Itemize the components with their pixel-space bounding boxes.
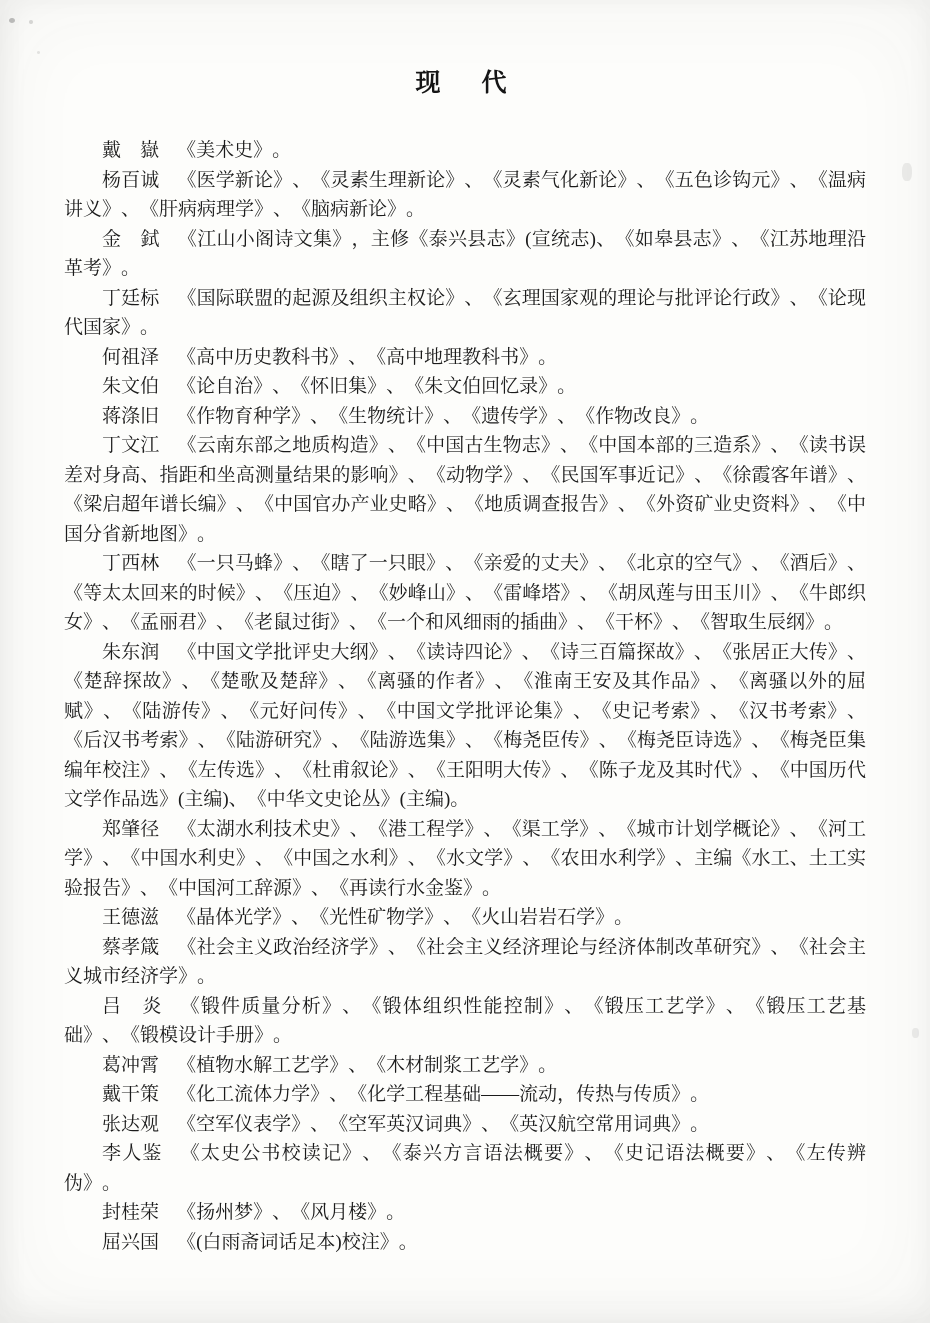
entry-works: 《作物育种学》、《生物统计》、《遗传学》、《作物改良》。 bbox=[177, 405, 710, 427]
entry bbox=[64, 1051, 866, 1081]
entry-works: 《植物水解工艺学》、《木材制浆工艺学》。 bbox=[177, 1054, 558, 1076]
entry-author: 封桂荣 bbox=[102, 1202, 160, 1223]
entry-author: 张达观 bbox=[102, 1113, 160, 1135]
entry-works: 《扬州梦》、《风月楼》。 bbox=[177, 1202, 406, 1223]
entry bbox=[64, 903, 866, 933]
entry bbox=[64, 549, 866, 638]
entry-works: 《晶体光学》、《光性矿物学》、《火山岩岩石学》。 bbox=[177, 907, 634, 928]
entry bbox=[64, 815, 866, 904]
entry-works: 《美术史》。 bbox=[177, 140, 292, 161]
entry bbox=[64, 1110, 866, 1140]
entry-works: 《空军仪表学》、《空军英汉词典》、《英汉航空常用词典》。 bbox=[177, 1113, 710, 1135]
scan-speck bbox=[37, 51, 40, 54]
entry-author: 戴干策 bbox=[102, 1084, 160, 1105]
entry-author: 吕 炎 bbox=[102, 995, 163, 1017]
entry-author: 丁文江 bbox=[102, 435, 160, 456]
entry-works: 《江山小阁诗文集》，主修《泰兴县志》(宣统志)、《如皋县志》、《江苏地理沿革考》。 bbox=[64, 228, 866, 279]
entries-list bbox=[64, 136, 866, 1257]
entry-author: 朱东润 bbox=[102, 641, 160, 663]
entry-works: 《高中历史教科书》、《高中地理教科书》。 bbox=[177, 346, 558, 368]
entry-works: 《论自治》、《怀旧集》、《朱文伯回忆录》。 bbox=[177, 376, 577, 397]
entry-author: 何祖泽 bbox=[102, 346, 160, 368]
page-title: 现 代 bbox=[415, 70, 515, 97]
scan-speck bbox=[9, 18, 15, 23]
entry-works: 《国际联盟的起源及组织主权论》、《玄理国家观的理论与批评论行政》、《论现代国家》。 bbox=[64, 287, 866, 338]
entry-works: 《太湖水利技术史》、《港工程学》、《渠工学》、《城市计划学概论》、《河工学》、《中国水利史》、《中国之水利》、《水文学》、《农田水利学》、主编《水工、土工实验报告》、《中国河工辞源》、《再读行水金鉴》。 bbox=[64, 818, 866, 899]
entry bbox=[64, 1228, 866, 1258]
entry-works: 《医学新论》、《灵素生理新论》、《灵素气化新论》、《五色诊钩元》、《温病讲义》、《肝病病理学》、《脑病新论》。 bbox=[64, 169, 866, 220]
entry bbox=[64, 136, 866, 166]
entry-author: 屈兴国 bbox=[102, 1231, 160, 1253]
entry-author: 李人鉴 bbox=[102, 1143, 163, 1164]
entry bbox=[64, 1139, 866, 1198]
entry-author: 金 鉽 bbox=[102, 228, 160, 250]
entry bbox=[64, 402, 866, 432]
entry-works: 《锻件质量分析》、《锻体组织性能控制》、《锻压工艺学》、《锻压工艺基础》、《锻模设计手册》。 bbox=[64, 995, 866, 1046]
entry-author: 朱文伯 bbox=[102, 376, 160, 397]
scan-smudge bbox=[902, 163, 912, 181]
entry-works: 《云南东部之地质构造》、《中国古生物志》、《中国本部的三造系》、《读书误差对身高、指距和坐高测量结果的影响》、《动物学》、《民国军事近记》、《徐霞客年谱》、《梁启超年谱长编》、《中国官办产业史略》、《地质调查报告》、《外资矿业史资料》、《中国分省新地图》。 bbox=[64, 435, 866, 545]
scan-smudge bbox=[912, 1028, 919, 1038]
entry bbox=[64, 284, 866, 343]
entry-author: 蒋涤旧 bbox=[102, 405, 160, 427]
entry-works: 《化工流体力学》、《化学工程基础——流动，传热与传质》。 bbox=[177, 1084, 710, 1105]
entry-works: 《一只马蜂》、《瞎了一只眼》、《亲爱的丈夫》、《北京的空气》、《酒后》、《等太太回来的时候》、《压迫》、《妙峰山》、《雷峰塔》、《胡凤莲与田玉川》、《牛郎织女》、《孟丽君》、《老鼠过街》、《一个和风细雨的插曲》、《干杯》、《智取生辰纲》。 bbox=[64, 553, 866, 633]
entry bbox=[64, 992, 866, 1051]
entry-author: 丁廷标 bbox=[102, 287, 160, 309]
entry bbox=[64, 225, 866, 284]
page-content bbox=[64, 68, 866, 1257]
entry bbox=[64, 638, 866, 815]
entry-author: 丁西林 bbox=[102, 553, 160, 574]
entry bbox=[64, 933, 866, 992]
entry bbox=[64, 166, 866, 225]
entry-works: 《社会主义政治经济学》、《社会主义经济理论与经济体制改革研究》、《社会主义城市经济学》。 bbox=[64, 936, 866, 987]
entry-author: 杨百诚 bbox=[102, 169, 160, 191]
scan-speck bbox=[29, 20, 33, 24]
entry-works: 《太史公书校读记》、《泰兴方言语法概要》、《史记语法概要》、《左传辨伪》。 bbox=[64, 1143, 866, 1194]
entry bbox=[64, 431, 866, 549]
entry bbox=[64, 372, 866, 402]
entry-works: 《中国文学批评史大纲》、《读诗四论》、《诗三百篇探故》、《张居正大传》、《楚辞探故》、《楚歌及楚辞》、《离骚的作者》、《淮南王安及其作品》、《离骚以外的屈赋》、《陆游传》、《元好问传》、《中国文学批评论集》、《史记考索》、《汉书考索》、《后汉书考索》、《陆游研究》、《陆游选集》、《梅尧臣传》、《梅尧臣诗选》、《梅尧臣集编年校注》、《左传选》、《杜甫叙论》、《王阳明大传》、《陈子龙及其时代》、《中国历代文学作品选》(主编)、《中华文史论丛》(主编)。 bbox=[64, 641, 866, 810]
entry-author: 王德滋 bbox=[102, 907, 160, 928]
entry-author: 戴 嶽 bbox=[102, 140, 160, 161]
entry bbox=[64, 343, 866, 373]
entry bbox=[64, 1198, 866, 1228]
entry bbox=[64, 1080, 866, 1110]
entry-author: 郑肇径 bbox=[102, 818, 160, 840]
entry-works: 《(白雨斋词话足本)校注》。 bbox=[177, 1231, 418, 1253]
entry-author: 蔡孝箴 bbox=[102, 936, 160, 958]
entry-author: 葛冲霄 bbox=[102, 1054, 160, 1076]
